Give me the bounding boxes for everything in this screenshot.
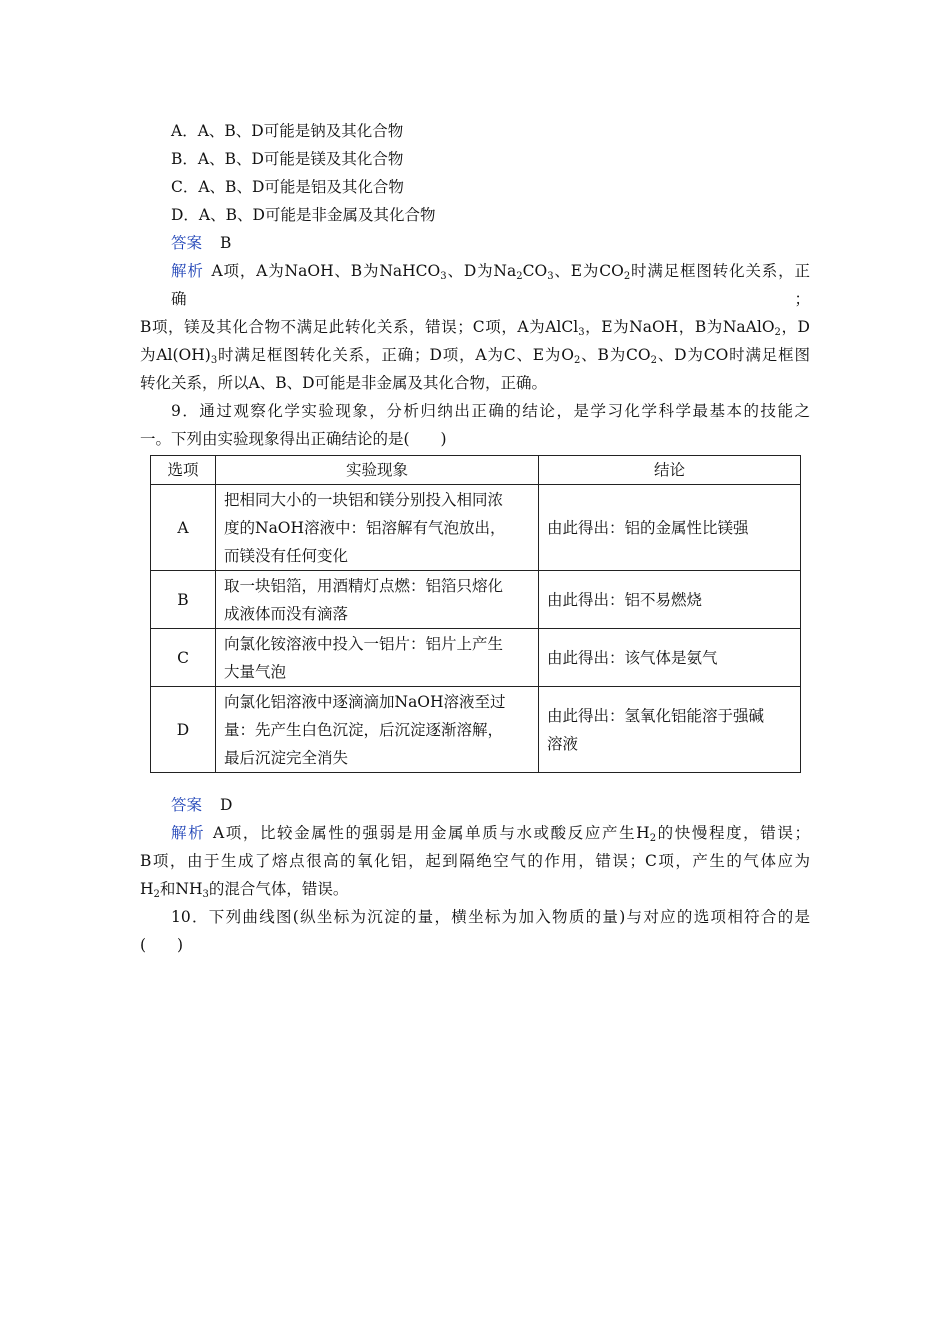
row-phenomenon: 取一块铝箔，用酒精灯点燃：铝箔只熔化 成液体而没有滴落 xyxy=(216,571,539,629)
row-conclusion: 由此得出：铝的金属性比镁强 xyxy=(539,485,801,571)
header-conclusion: 结论 xyxy=(539,456,801,485)
analysis-label: 解析 xyxy=(171,824,206,842)
q8-analysis-line-3: 为$Al(OH)_3$时满足框图转化关系，正确；D项，A为C、E为$O_2$、B为$CO_2$、D为CO时满足框图 xyxy=(140,346,810,366)
table-row xyxy=(151,571,801,629)
q8-analysis-line-1: 解析 A项，A为NaOH、B为NaHCO$_3$、D为$Na_2CO_3$、E为$CO_2$时满足框图转化关系，正确； xyxy=(171,262,810,308)
q9-analysis-line-3: $H_2$和$NH_3$的混合气体，错误。 xyxy=(140,880,349,900)
row-option: C xyxy=(151,629,216,687)
answer-value: D xyxy=(220,796,233,814)
q8-option-d: D．A、B、D可能是非金属及其化合物 xyxy=(171,206,436,224)
q10-stem-line-1: 10．下列曲线图(纵坐标为沉淀的量，横坐标为加入物质的量)与对应的选项相符合的是 xyxy=(171,908,810,926)
answer-label: 答案 xyxy=(171,796,203,814)
q8-option-a: A．A、B、D可能是钠及其化合物 xyxy=(171,122,404,140)
q9-table xyxy=(150,455,801,773)
table-header-row xyxy=(151,456,801,485)
q10-stem-line-2: ( ) xyxy=(140,936,184,954)
header-option: 选项 xyxy=(151,456,216,485)
q9-analysis-line-1: 解析 A项，比较金属性的强弱是用金属单质与水或酸反应产生$H_2$的快慢程度，错误； xyxy=(171,824,810,844)
q8-option-b: B．A、B、D可能是镁及其化合物 xyxy=(171,150,404,168)
row-option: D xyxy=(151,687,216,773)
table-row xyxy=(151,629,801,687)
row-phenomenon: 向氯化铵溶液中投入一铝片：铝片上产生 大量气泡 xyxy=(216,629,539,687)
q8-analysis-line-4: 转化关系，所以A、B、D可能是非金属及其化合物，正确。 xyxy=(140,374,548,392)
q9-stem-line-2: 一。下列由实验现象得出正确结论的是( ) xyxy=(140,430,447,448)
answer-label: 答案 xyxy=(171,234,203,252)
row-phenomenon: 把相同大小的一块铝和镁分别投入相同浓 度的NaOH溶液中：铝溶解有气泡放出， 而镁没有任何变化 xyxy=(216,485,539,571)
row-conclusion: 由此得出：氢氧化铝能溶于强碱 溶液 xyxy=(539,687,801,773)
table-row xyxy=(151,687,801,773)
document-page xyxy=(140,117,810,959)
row-conclusion: 由此得出：铝不易燃烧 xyxy=(539,571,801,629)
q9-analysis-line-2: B项，由于生成了熔点很高的氧化铝，起到隔绝空气的作用，错误；C项，产生的气体应为 xyxy=(140,852,810,870)
row-option: A xyxy=(151,485,216,571)
row-phenomenon: 向氯化铝溶液中逐滴滴加NaOH溶液至过 量：先产生白色沉淀，后沉淀逐渐溶解， 最后沉淀完全消失 xyxy=(216,687,539,773)
row-option: B xyxy=(151,571,216,629)
row-conclusion: 由此得出：该气体是氨气 xyxy=(539,629,801,687)
q8-option-c: C．A、B、D可能是铝及其化合物 xyxy=(171,178,404,196)
header-phenomenon: 实验现象 xyxy=(216,456,539,485)
analysis-label: 解析 xyxy=(171,262,204,280)
table-row xyxy=(151,485,801,571)
q9-answer xyxy=(140,791,810,819)
answer-value: B xyxy=(220,234,232,252)
q8-analysis-line-2: B项，镁及其化合物不满足此转化关系，错误；C项，A为AlCl$_3$，E为NaOH，B为NaAlO$_2$，D xyxy=(140,318,810,338)
q9-stem-line-1: 9．通过观察化学实验现象，分析归纳出正确的结论，是学习化学科学最基本的技能之 xyxy=(171,402,810,420)
q8-answer xyxy=(140,229,810,257)
